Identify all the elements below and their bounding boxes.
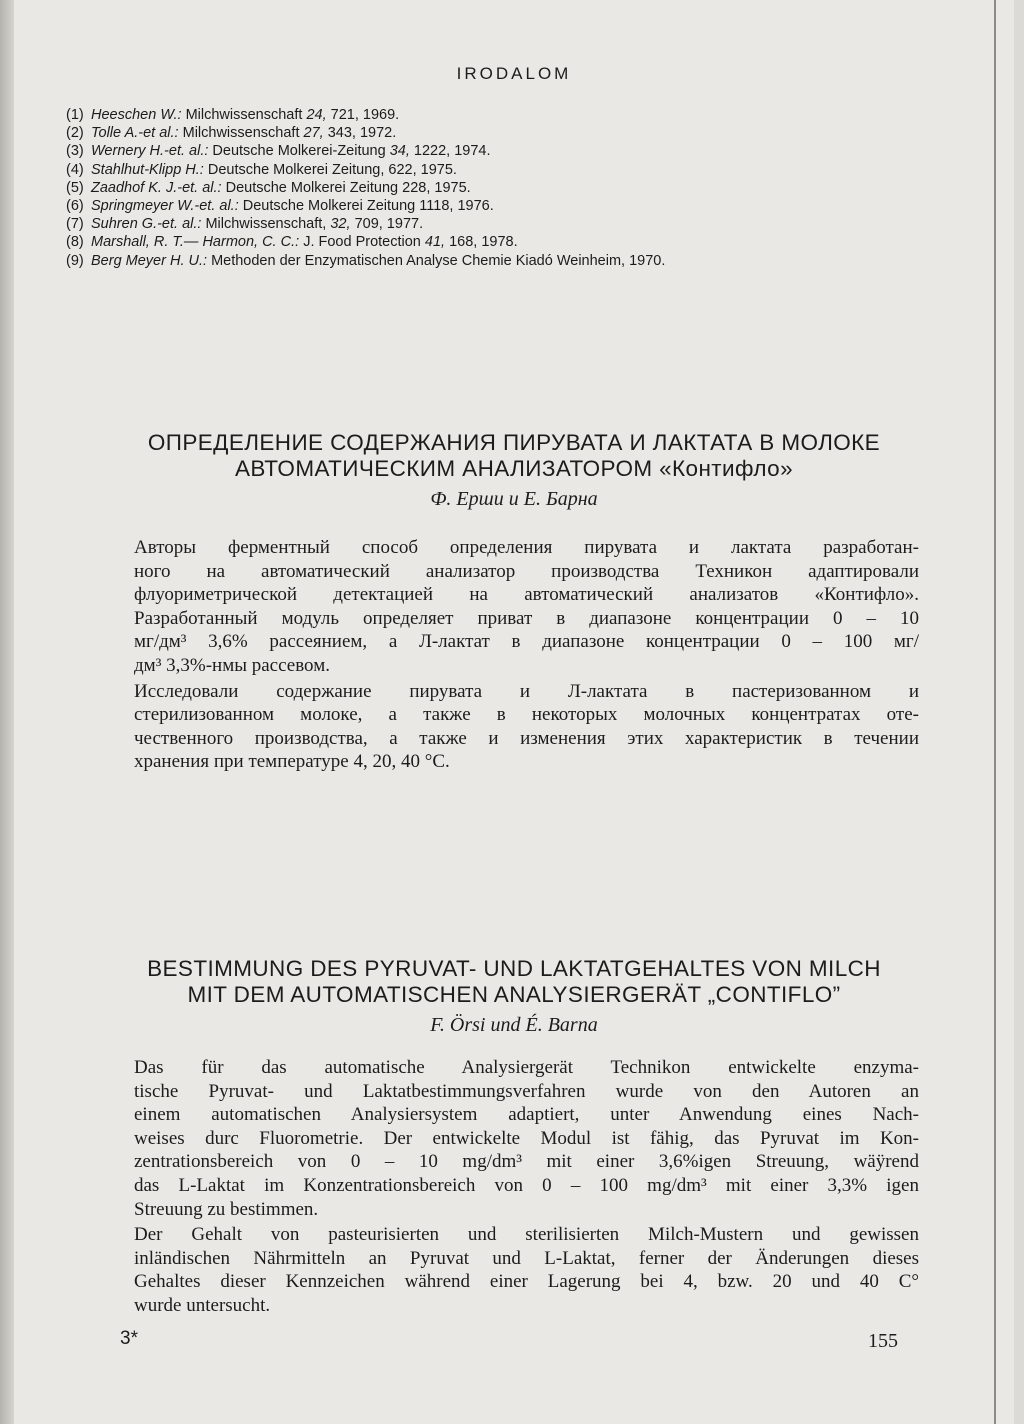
russian-paragraph-1: [134, 536, 919, 678]
reference-number: (8): [66, 234, 84, 251]
russian-title-line-2: АВТОМАТИЧЕСКИМ АНАЛИЗАТОРОМ «Контифло»: [234, 456, 793, 481]
text-line: флуориметрической детектацией на автоматический анализатов «Контифло».: [134, 584, 919, 606]
reference-source: Milchwissenschaft,: [205, 216, 327, 233]
page-gutter-shadow: [0, 0, 14, 1424]
text-line: inländischen Nährmitteln an Pyruvat und L-Laktat, ferner der Änderungen dieses: [134, 1247, 919, 1269]
text-line: чественного производства, а также и изменения этих характеристик в течении: [134, 727, 919, 749]
text-line: zentrationsbereich von 0 – 10 mg/dm³ mit einer 3,6%igen Streuung, wäÿrend: [134, 1151, 919, 1173]
reference-authors: Stahlhut-Klipp H.:: [91, 161, 204, 178]
text-line: Gehaltes dieser Kennzeichen während einer Lagerung bei 4, bzw. 20 und 40 C°: [134, 1271, 919, 1293]
german-title: [14, 956, 1014, 1008]
russian-paragraph-2: [134, 680, 919, 774]
text-line: Der Gehalt von pasteurisierten und sterilisierten Milch-Mustern und gewissen: [134, 1224, 919, 1246]
german-paragraph-2: [134, 1223, 919, 1317]
text-line: Разработанный модуль определяет приват в диапазоне концентрации 0 – 10: [134, 607, 919, 629]
reference-number: (6): [66, 198, 84, 215]
reference-source: Milchwissenschaft: [185, 107, 303, 123]
reference-item: [66, 233, 966, 251]
text-line: Streuung zu bestimmen.: [134, 1198, 319, 1220]
russian-title-line-1: ОПРЕДЕЛЕНИЕ СОДЕРЖАНИЯ ПИРУВАТА И ЛАКТАТА В МОЛОКЕ: [147, 430, 881, 455]
text-line: дм³ 3,3%-нмы рассевом.: [134, 654, 330, 676]
page-edge-line: [994, 0, 996, 1424]
reference-authors: Berg Meyer H. U.:: [91, 252, 208, 269]
reference-authors: Springmeyer W.-et. al.:: [91, 198, 239, 215]
page-number: 155: [868, 1330, 898, 1352]
text-line: Авторы ферментный способ определения пирувата и лактата разработан-: [134, 537, 919, 558]
section-heading: IRODALOM: [456, 64, 572, 83]
reference-number: (9): [66, 252, 84, 269]
reference-number: (4): [66, 161, 84, 178]
reference-authors: Marshall, R. T.— Harmon, C. C.:: [91, 234, 300, 251]
reference-item: [66, 252, 966, 270]
russian-abstract: [134, 536, 919, 774]
german-title-line-2: MIT DEM AUTOMATISCHEN ANALYSIERGERÄT „CONTIFLO”: [187, 982, 841, 1007]
reference-item: [66, 161, 966, 179]
russian-title: [14, 430, 1014, 482]
russian-authors: Ф. Ерши и Е. Барна: [430, 488, 598, 510]
signature-mark: 3*: [120, 1328, 138, 1349]
text-line: Das für das automatische Analysiergerät Technikon entwickelte enzyma-: [134, 1057, 919, 1078]
reference-source: Deutsche Molkerei Zeitung,: [207, 161, 385, 178]
german-abstract: [134, 1056, 919, 1318]
reference-source: Methoden der Enzymatischen Analyse Chemie Kiadó Weinheim,: [211, 252, 626, 269]
reference-item: [66, 106, 966, 124]
reference-volume: 34,: [389, 143, 410, 160]
text-line: wurde untersucht.: [134, 1294, 271, 1316]
page: [14, 0, 1014, 1424]
reference-pages-year: 622, 1975.: [388, 161, 457, 178]
text-line: einem automatischen Analysiersystem adaptiert, unter Anwendung eines Nach-: [134, 1104, 919, 1126]
reference-volume: 41,: [424, 234, 446, 251]
text-line: das L-Laktat im Konzentrationsbereich von 0 – 100 mg/dm³ mit einer 3,3% igen: [134, 1174, 919, 1196]
reference-number: (7): [66, 216, 84, 233]
text-line: хранения при температуре 4, 20, 40 °С.: [134, 751, 450, 773]
reference-source: J. Food Protection: [303, 234, 421, 251]
german-title-line-1: BESTIMMUNG DES PYRUVAT- UND LAKTATGEHALTES VON MILCH: [147, 956, 881, 981]
reference-authors: Tolle A.-et al.:: [91, 125, 179, 142]
reference-pages-year: 1970.: [629, 252, 666, 269]
reference-number: (2): [66, 125, 84, 142]
text-line: weises durc Fluorometrie. Der entwickelte Modul ist fähig, das Pyruvat im Kon-: [134, 1127, 919, 1149]
reference-source: Deutsche Molkerei Zeitung: [242, 198, 416, 215]
reference-number: (3): [66, 143, 84, 160]
german-authors: F. Örsi und É. Barna: [430, 1014, 598, 1036]
german-paragraph-1: [134, 1056, 919, 1221]
text-line: Исследовали содержание пирувата и Л-лактата в пастеризованном и: [134, 680, 919, 702]
reference-pages-year: 709, 1977.: [354, 216, 424, 233]
reference-source: Deutsche Molkerei-Zeitung: [212, 143, 386, 160]
reference-volume: 27,: [303, 125, 324, 142]
text-line: мг/дм³ 3,6% рассеянием, а Л-лактат в диапазоне концентрации 0 – 100 мг/: [134, 631, 919, 653]
text-line: tische Pyruvat- und Laktatbestimmungsverfahren wurde von den Autoren an: [134, 1080, 919, 1102]
reference-item: [66, 179, 966, 197]
reference-authors: Zaadhof K. J.-et. al.:: [91, 179, 222, 196]
reference-volume: 32,: [330, 216, 351, 233]
reference-authors: Heeschen W.:: [91, 107, 182, 123]
reference-authors: Wernery H.-et. al.:: [91, 143, 209, 160]
text-line: ного на автоматический анализатор производства Техникон адаптировали: [134, 560, 919, 582]
reference-source: Deutsche Molkerei Zeitung: [225, 179, 399, 196]
reference-source: Milchwissenschaft: [182, 125, 300, 142]
reference-number: (1): [66, 107, 84, 123]
reference-pages-year: 1118, 1976.: [419, 198, 494, 215]
reference-item: [66, 215, 966, 233]
reference-item: [66, 197, 966, 215]
reference-pages-year: 1222, 1974.: [413, 143, 491, 160]
reference-list: [66, 106, 966, 270]
reference-number: (5): [66, 179, 84, 196]
reference-authors: Suhren G.-et. al.:: [91, 216, 202, 233]
reference-item: [66, 124, 966, 142]
text-line: стерилизованном молоке, а также в некоторых молочных концентратах оте-: [134, 704, 919, 726]
reference-pages-year: 721, 1969.: [330, 107, 400, 123]
reference-item: [66, 142, 966, 160]
reference-volume: 24,: [306, 107, 327, 123]
reference-pages-year: 168, 1978.: [449, 234, 518, 251]
reference-pages-year: 228, 1975.: [402, 179, 471, 196]
reference-pages-year: 343, 1972.: [327, 125, 397, 142]
